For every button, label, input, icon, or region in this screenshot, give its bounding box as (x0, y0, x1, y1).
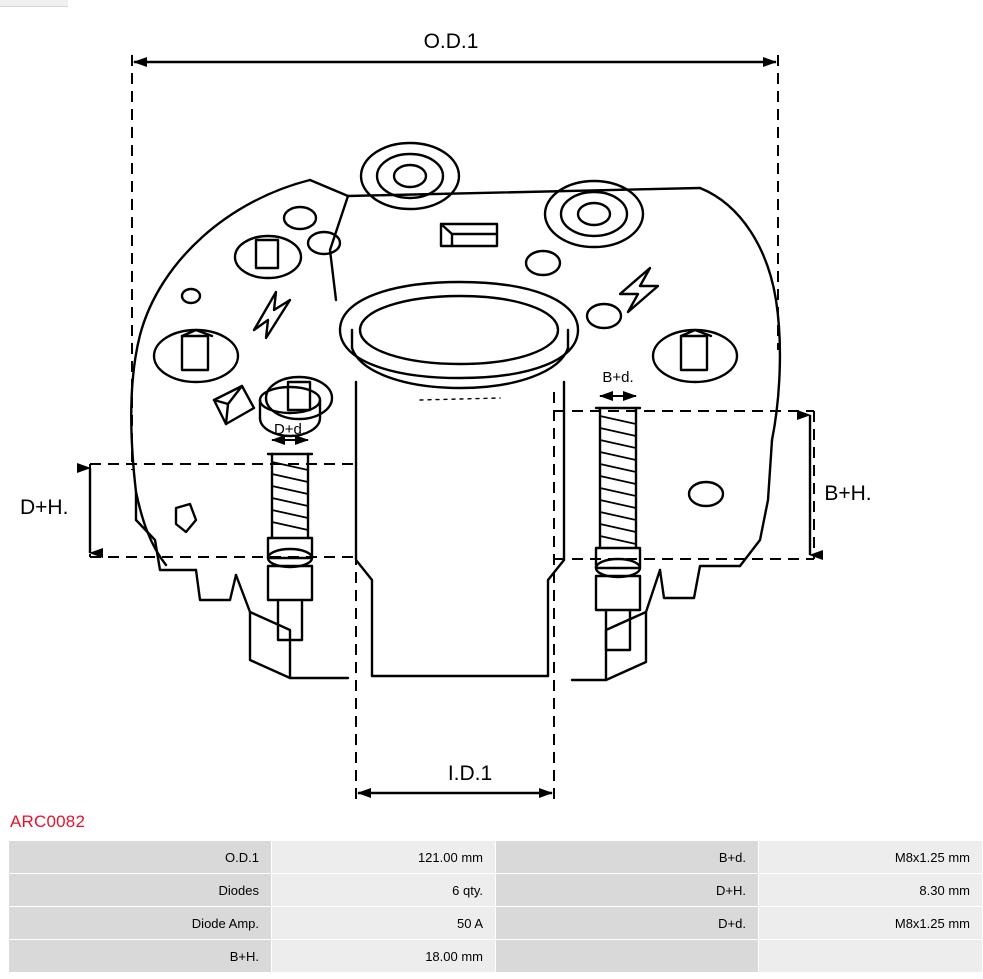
spec-label: Diodes (9, 874, 272, 907)
spec-value: 8.30 mm (759, 874, 983, 907)
dimension-label-bd: B+d. (602, 369, 634, 386)
spec-value: 18.00 mm (272, 940, 496, 973)
spec-label: B+d. (496, 841, 759, 874)
spec-label: O.D.1 (9, 841, 272, 874)
dimension-label-bh: B+H. (824, 482, 872, 505)
spec-label: B+H. (9, 940, 272, 973)
spec-value: M8x1.25 mm (759, 907, 983, 940)
spec-label-empty (496, 940, 759, 973)
part-number: ARC0082 (10, 812, 86, 831)
table-row (9, 874, 983, 907)
spec-label: Diode Amp. (9, 907, 272, 940)
table-row (9, 940, 983, 973)
specification-table (8, 840, 983, 973)
dimension-label-od1: O.D.1 (423, 30, 479, 53)
dimension-label-dh: D+H. (20, 496, 69, 519)
spec-label: D+d. (496, 907, 759, 940)
spec-value-empty (759, 940, 983, 973)
spec-value: 6 qty. (272, 874, 496, 907)
dimension-label-id1: I.D.1 (447, 762, 493, 785)
spec-value: M8x1.25 mm (759, 841, 983, 874)
table-row (9, 841, 983, 874)
dimension-label-dd: D+d. (273, 421, 307, 438)
table-row (9, 907, 983, 940)
spec-value: 121.00 mm (272, 841, 496, 874)
spec-value: 50 A (272, 907, 496, 940)
spec-label: D+H. (496, 874, 759, 907)
